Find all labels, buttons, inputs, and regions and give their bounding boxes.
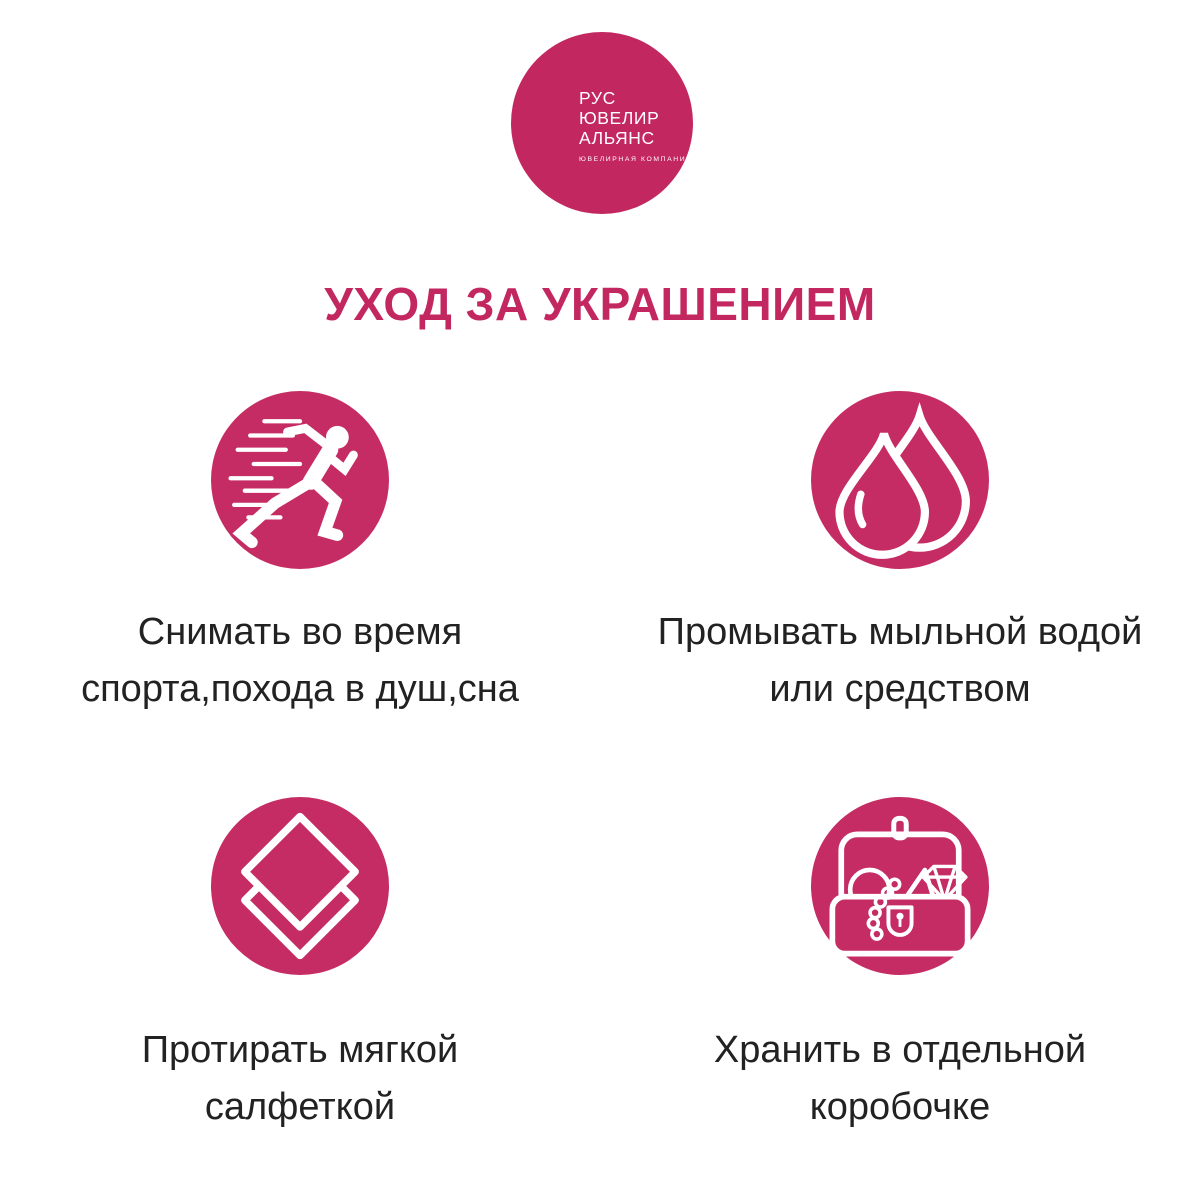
logo-line-2: ЮВЕЛИР xyxy=(579,108,660,128)
card-remove-during-sport xyxy=(0,391,600,718)
logo-line-3: АЛЬЯНС xyxy=(579,128,655,148)
caption-line-2: или средством xyxy=(769,668,1031,710)
caption-line-1: Протирать мягкой xyxy=(141,1029,459,1071)
water-drops-icon xyxy=(811,391,989,569)
caption-line-1: Хранить в отдельной xyxy=(713,1029,1087,1071)
page-title: УХОД ЗА УКРАШЕНИЕМ xyxy=(324,278,876,330)
card-caption xyxy=(142,1022,459,1136)
company-logo xyxy=(511,32,693,214)
caption-line-2: коробочке xyxy=(809,1086,991,1128)
card-wipe-with-napkin xyxy=(0,797,600,1136)
caption-line-1: Промывать мыльной водой xyxy=(657,611,1143,653)
caption-line-1: Снимать во время xyxy=(137,611,463,653)
card-wash-with-soap xyxy=(600,391,1200,718)
runner-icon xyxy=(211,391,389,569)
logo-subtitle: ЮВЕЛИРНАЯ КОМПАНИЯ xyxy=(579,156,693,163)
caption-line-2: салфеткой xyxy=(204,1086,396,1128)
logo-line-1: РУС xyxy=(579,88,616,108)
soft-napkin-icon xyxy=(211,797,389,975)
caption-line-2: спорта,похода в душ,сна xyxy=(81,668,519,710)
jewelry-box-icon xyxy=(811,797,989,975)
card-store-in-box xyxy=(600,797,1200,1136)
card-caption xyxy=(81,604,519,718)
card-caption xyxy=(714,1022,1086,1136)
card-caption xyxy=(658,604,1143,718)
